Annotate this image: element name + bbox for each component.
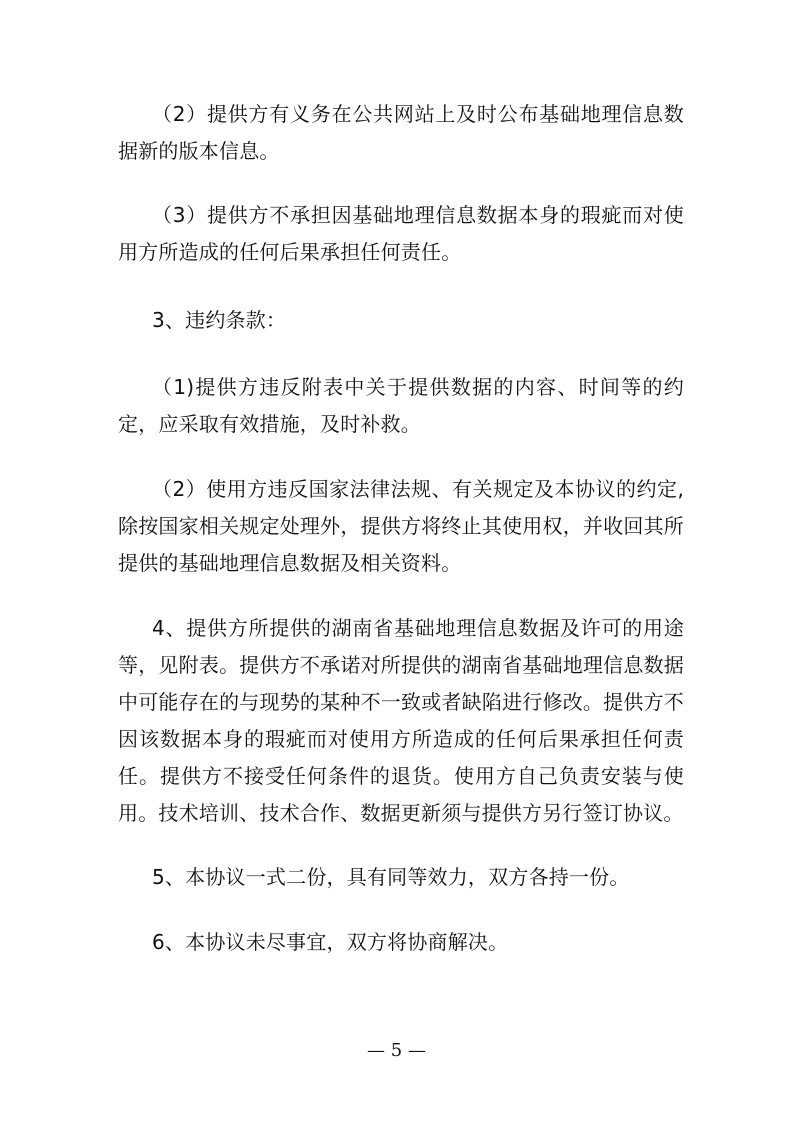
page-number: — 5 — <box>367 1040 426 1061</box>
paragraph-provider-no-liability: （3）提供方不承担因基础地理信息数据本身的瑕疵而对使用方所造成的任何后果承担任何责任。 <box>118 203 684 264</box>
document-body <box>118 96 684 961</box>
paragraph-copies: 5、本协议一式二份，具有同等效力，双方各持一份。 <box>152 865 630 889</box>
paragraph-provider-breach: （1)提供方违反附表中关于提供数据的内容、时间等的约定，应采取有效措施，及时补救。 <box>118 375 684 436</box>
paragraph-user-breach: （2）使用方违反国家法律法规、有关规定及本协议的约定,除按国家相关规定处理外，提供方将终止其使用权，并收回其所提供的基础地理信息数据及相关资料。 <box>118 477 684 575</box>
paragraph-unresolved-matters: 6、本协议未尽事宜，双方将协商解决。 <box>152 930 509 954</box>
paragraph-data-usage: 4、提供方所提供的湖南省基础地理信息数据及许可的用途等，见附表。提供方不承诺对所提供的湖南省基础地理信息数据中可能存在的与现势的某种不一致或者缺陷进行修改。提供方不因该数据本身的瑕疵而对使用方所造成的任何后果承担任何责任。提供方不接受任何条件的退货。使用方自己负责安装与使用。技术培训、技术合作、数据更新须与提供方另行签订协议。 <box>118 616 684 825</box>
section-heading-breach: 3、违约条款： <box>152 308 287 332</box>
paragraph-provider-publish-version: （2）提供方有义务在公共网站上及时公布基础地理信息数据新的版本信息。 <box>118 102 684 163</box>
